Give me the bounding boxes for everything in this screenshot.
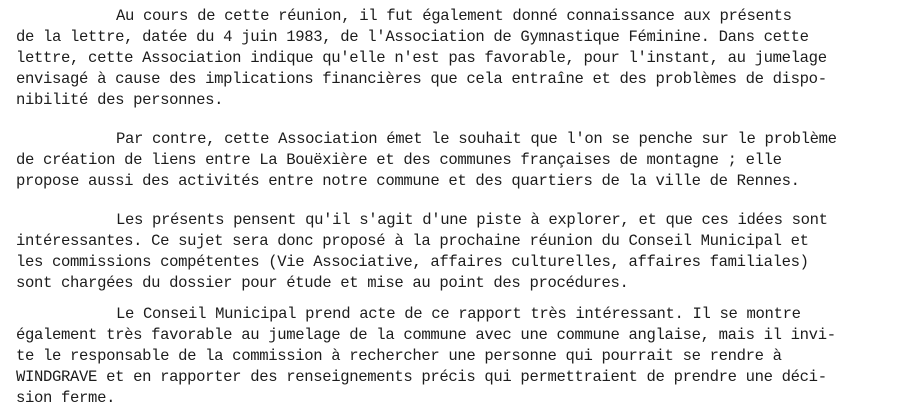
paragraph-2-line-2: de création de liens entre La Bouëxière et des communes françaises de montagne ; elle xyxy=(16,151,782,169)
paragraph-2-line-3: propose aussi des activités entre notre commune et des quartiers de la ville de Rennes. xyxy=(16,172,800,190)
paragraph-4-line-3: te le responsable de la commission à rechercher une personne qui pourrait se rendre à xyxy=(16,347,782,365)
paragraph-3-line-1: Les présents pensent qu'il s'agit d'une piste à explorer, et que ces idées sont xyxy=(116,211,828,229)
paragraph-4-line-4: WINDGRAVE et en rapporter des renseignements précis qui permettraient de prendre une déci- xyxy=(16,368,827,386)
paragraph-3-line-4: sont chargées du dossier pour étude et mise au point des procédures. xyxy=(16,274,629,292)
paragraph-3-line-3: les commissions compétentes (Vie Associative, affaires culturelles, affaires familiales) xyxy=(16,253,809,271)
paragraph-1-line-1: Au cours de cette réunion, il fut également donné connaissance aux présents xyxy=(116,7,792,25)
paragraph-1-line-2: de la lettre, datée du 4 juin 1983, de l'Association de Gymnastique Féminine. Dans cette xyxy=(16,28,809,46)
paragraph-2-line-1: Par contre, cette Association émet le souhait que l'on se penche sur le problème xyxy=(116,130,837,148)
paragraph-3-line-2: intéressantes. Ce sujet sera donc proposé à la prochaine réunion du Conseil Municipal et xyxy=(16,232,809,250)
paragraph-1-line-5: nibilité des personnes. xyxy=(16,91,224,109)
paragraph-4-line-1: Le Conseil Municipal prend acte de ce rapport très intéressant. Il se montre xyxy=(116,305,801,323)
paragraph-4-line-5: sion ferme. xyxy=(16,389,116,407)
paragraph-1-line-3: lettre, cette Association indique qu'elle n'est pas favorable, pour l'instant, au jumelage xyxy=(16,49,827,67)
paragraph-4-line-2: également très favorable au jumelage de la commune avec une commune anglaise, mais il invi- xyxy=(16,326,836,344)
paragraph-1-line-4: envisagé à cause des implications financières que cela entraîne et des problèmes de dispo- xyxy=(16,70,827,88)
